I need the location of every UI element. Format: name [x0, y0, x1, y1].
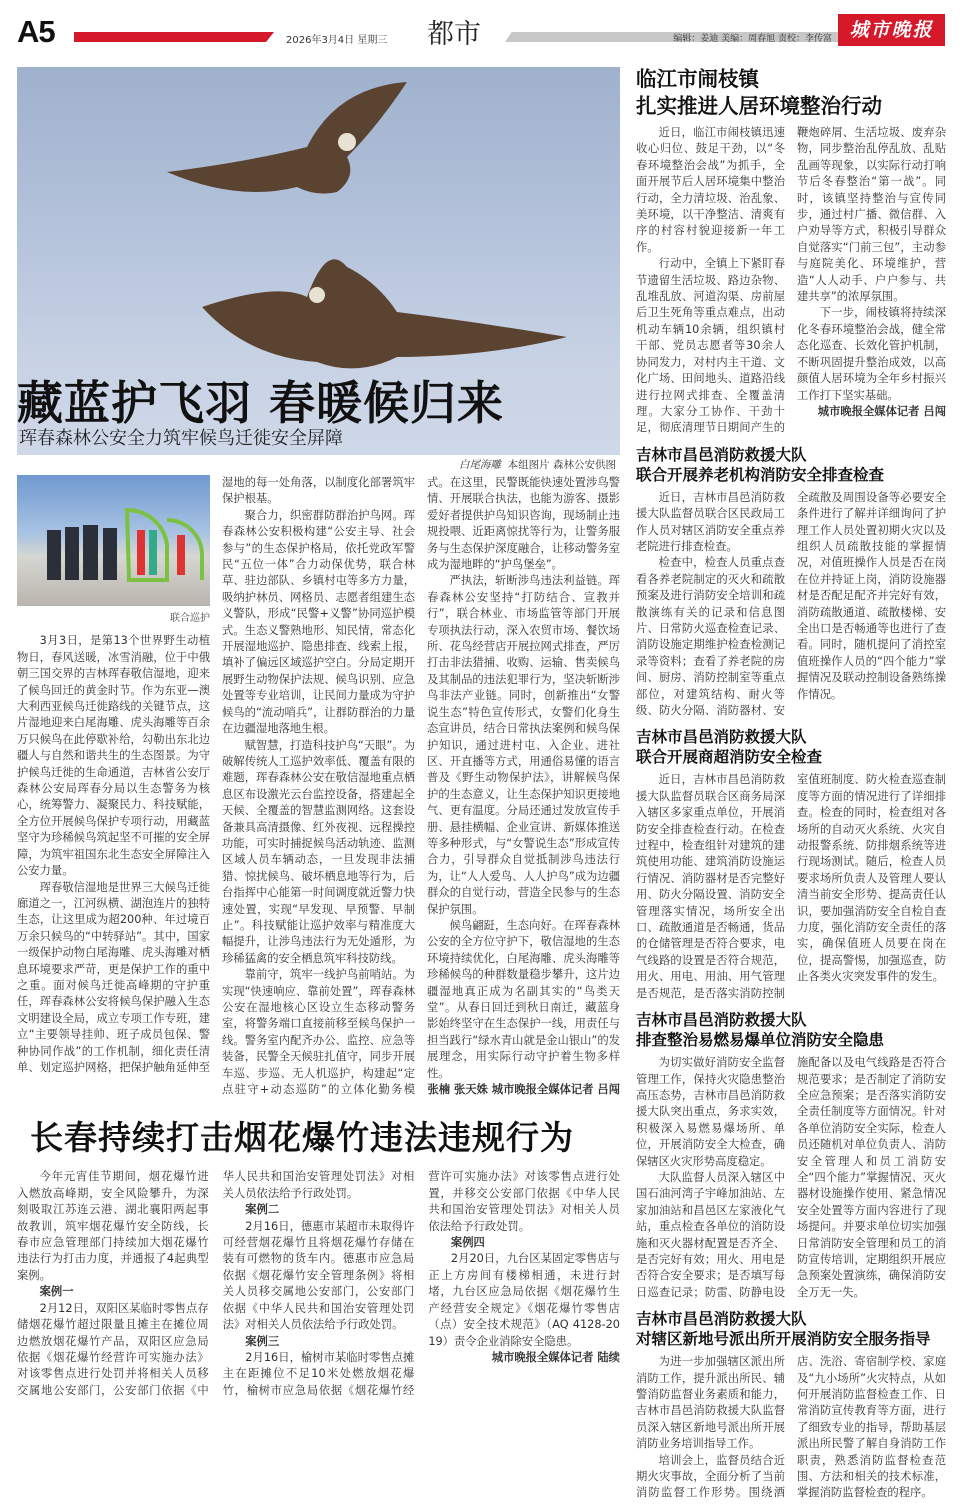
- article-headline: [636, 727, 946, 767]
- article-body: [636, 1055, 946, 1301]
- header-red-bar: [74, 32, 274, 42]
- headline-line2: 扎实推进人居环境整治行动: [636, 94, 882, 118]
- headline-line1: 吉林市昌邑消防救援大队: [636, 1310, 807, 1329]
- photo-credit: [459, 457, 616, 472]
- right-column: [636, 66, 946, 1510]
- article-paragraph: 严执法，斩断涉鸟违法利益链。珲春森林公安坚持“打防结合、宣教并行”，联合林业、市场监管等部门开展专项执法行动，深入农贸市场、餐饮场所、花鸟经营店开展拉网式排查，严厉打击非法猎捕、收购、运输、售卖候鸟及其制品的违法犯罪行为，坚决斩断涉鸟非法产业链。同时，创新推出“女警说生态”特色宣传形式，女警们化身生态宣讲员，结合日常执法案例和候鸟保护知识，通过进村屯、入企业、进社区、开直播等方式，用通俗易懂的语言普及《野生动物保护法》，讲解候鸟保护的生态意义，让生态保护知识更接地气、更有温度。分局还通过发放宣传手册、悬挂横幅、企业宣讲、新媒体推送等多种形式，与“女警说生态”形成宣传合力，引导群众自觉抵制涉鸟违法行为，让“人人爱鸟、人人护鸟”成为边疆群众的自觉行动，营造全民参与的生态保护氛围。: [427, 574, 620, 916]
- article-paragraph: 今年元宵佳节期间，烟花爆竹进入燃放高峰期，安全风险攀升，为深刻吸取江苏连云港、湖北襄阳两起事故教训，筑牢烟花爆竹安全防线，长春市应急管理部门持续加大烟花爆竹违法行为打击力度，并通报了4起典型案例。: [17, 1170, 209, 1282]
- article-paragraph: 珲春敬信湿地是世界三大候鸟迁徙廊道之一，江河纵横、湖泡连片的独特生态，让这里成为超200种、年过境百万余只候鸟的“中转驿站”。其中，国家一级保护动物白尾海雕、虎头海雕对栖息环境要求严苛，更是保护工作的重中之重。面对候鸟迁徙高峰期的守护重任，珲春森林公安将候鸟保护融入生态文明建设全局，成立专项工作专班，建立“主要领导挂帅、班子成员包保、警种协同作战”的工作机制，细化责任清单、划定巡护网格，把保护触角延伸至湿地的每一处角落，以制度化部署筑牢保护根基。: [17, 476, 415, 1074]
- case-text: 2月20日，九台区某固定零售店与正上方房间有楼梯相通，未进行封堵，九台区应急局依据《烟花爆竹生产经营安全规定》《烟花爆竹零售店（点）安全技术规范》（AQ 4128-2019）责令企业消除安全隐患。: [428, 1252, 620, 1348]
- small-photo-caption: 联合巡护: [170, 613, 210, 624]
- flammable-hazard-article: [636, 1010, 946, 1301]
- headline-line2: 联合开展商超消防安全检查: [636, 748, 823, 767]
- joint-patrol-photo: [17, 475, 210, 606]
- case-text: 2月12日，双阳区某临时零售点存储烟花爆竹超过限量且摊主在摊位周边燃放烟花爆竹产品，双阳区应急局依据《烟花爆竹经营许可实施办法》对该零售点进行处罚并将相关人员移交属地公安部门，公安部门依据《中华人民共和国治安管理处罚法》对相关人员依法给予行政处罚。: [17, 1170, 415, 1397]
- supermarket-inspection-article: [636, 727, 946, 1002]
- section-title: 都市: [427, 19, 481, 50]
- article-paragraph: 为进一步加强辖区派出所消防工作，提升派出所民、辅警消防监督业务素质和能力，吉林市昌邑消防救援大队监督员深入辖区新地号派出所开展消防业务培训指导工作。: [636, 1355, 785, 1451]
- article-paragraph: 大队监督人员深入辖区中国石油河湾子宇峰加油站、左家加油站和昌邑区左家液化气站，重点检查各单位的消防设施和灭火器材配置是否齐全、是否完好有效；用火、用电是否符合安全要求；是否填写每日巡查记录；防雷、防静电设施配备以及电气线路是否符合规范要求；是否制定了消防安全应急预案；是否落实消防安全责任制度等方面情况。针对各单位消防安全实际，检查人员还随机对单位负责人、消防安全管理人和员工消防安全“四个能力”掌握情况、灭火器材设施操作使用、紧急情况安全处置等方面内容进行了现场提问。并要求单位切实加强日常消防安全管理和员工的消防宣传培训，定期组织开展应急预案处置演练，确保消防安全万无一失。: [636, 1056, 946, 1299]
- article-paragraph: 下一步，闹枝镇将持续深化冬春环境整治会战，健全常态化巡查、长效化管护机制，不断巩固提升整治成效，以高颜值人居环境为全年乡村振兴工作打下坚实基础。: [797, 306, 946, 402]
- issue-date: 2026年3月4日 星期三: [286, 35, 388, 46]
- article-body: [636, 1354, 946, 1502]
- case-title: 案例三: [245, 1334, 280, 1348]
- headline-line1: 吉林市昌邑消防救援大队: [636, 1011, 807, 1030]
- article-headline: [636, 66, 946, 120]
- case-title: 案例二: [245, 1203, 280, 1217]
- article-byline: 城市晚报全媒体记者 陆续: [491, 1350, 620, 1364]
- article-paragraph: 为切实做好消防安全监督管理工作，保持火灾隐患整治高压态势，吉林市昌邑消防救援大队突出重点，务求实效，积极深入易燃易爆场所、单位，开展消防安全大检查，确保辖区火灾形势高度稳定。: [636, 1056, 785, 1168]
- case-title: 案例一: [39, 1285, 74, 1299]
- article-body: [636, 125, 946, 437]
- case-title: 案例四: [450, 1236, 485, 1250]
- page-number: A5: [17, 14, 55, 49]
- main-article: [17, 459, 620, 1098]
- left-region: [17, 67, 620, 1399]
- linjiang-article: [636, 66, 946, 437]
- nursing-home-inspection-article: [636, 445, 946, 720]
- photo-caption-eagle: 白尾海雕: [458, 459, 501, 471]
- editor-credits: 编辑：姜迪 美编：周春旭 责校：李传富: [673, 34, 832, 44]
- article-paragraph: 培训会上，监督员结合近期火灾事故，全面分析了当前消防监督工作形势。围绕酒店、洗浴、寄宿制学校、家庭及“九小场所”火灾特点，从如何开展消防监督检查工作、日常消防宣传教育等方面，进行了细致专业的指导，帮助基层派出所民警了解自身消防工作职责，熟悉消防监督检查范围、方法和相关的技术标准，掌握消防监督检查的程序。: [636, 1355, 946, 1500]
- main-article-body: [17, 475, 620, 1098]
- article-paragraph: 3月3日，是第13个世界野生动植物日，春风送暖，冰雪消融，位于中俄朝三国交界的吉林珲春敬信湿地，迎来了候鸟回迁的黄金时节。作为东亚—澳大利西亚候鸟迁徙路线的关键节点，这片湿地迎来白尾海雕、虎头海雕等百余万只候鸟在此停歇补给，勾勒出东北边疆人与自然和谐共生的生态图景。为守护候鸟迁徙的生命通道，吉林省公安厅森林公安局珲春分局以生态警务为核心，统筹警力、凝聚民力、科技赋能，全方位开展候鸟保护专项行动，用藏蓝坚守为珍稀候鸟筑起坚不可摧的安全屏障，为筑牢祖国东北生态安全屏障注入公安力量。: [17, 634, 210, 878]
- photo-source: 本组图片 森林公安供图: [507, 459, 616, 471]
- article-headline: [636, 1309, 946, 1349]
- main-headline: 藏蓝护飞羽 春暖候归来: [17, 376, 505, 430]
- article-paragraph: 靠前守，筑牢一线护鸟前哨站。为实现“快速响应、靠前处置”，珲春森林公安在湿地核心区设立生态移动警务室，将警务端口直接前移至候鸟保护一线。警务室内配齐办公、监控、应急等装备，民警全天候驻扎值守，同步开展车巡、步巡、无人机巡护，构建起“定点驻守+动态巡防”的立体化勤务模式。在这里，民警既能快速处置涉鸟警情、开展联合执法，也能为游客、摄影爱好者提供护鸟知识咨询，现场制止违规投喂、近距离惊扰等行为，让警务服务与生态保护深度融合，让移动警务室成为湿地畔的“护鸟堡垒”。: [222, 476, 620, 1097]
- police-station-guidance-article: [636, 1309, 946, 1502]
- fireworks-article-body: [17, 1169, 620, 1399]
- headline-line2: 联合开展养老机构消防安全排查检查: [636, 465, 885, 484]
- article-paragraph: 行动中，全镇上下紧盯春节遗留生活垃圾、路边杂物、乱堆乱放、河道沟渠、房前屋后卫生死角等重点难点，出动机动车辆10余辆，组织镇村干部、党员志愿者等30余人协同发力，对村内主干道、文化广场、田间地头、道路沿线进行拉网式排查、全覆盖清理。大家分工协作、干劲十足，彻底清理节日期间产生的鞭炮碎屑、生活垃圾、废弃杂物，同步整治乱停乱放、乱贴乱画等现象，以实际行动打响节后冬春整治“第一战”。同时，该镇坚持整治与宣传同步，通过村广播、微信群、入户劝导等方式，积极引导群众自觉落实“门前三包”，主动参与庭院美化、环境维护，营造“人人动手、户户参与、共建共享”的浓厚氛围。: [636, 126, 946, 435]
- headline-line2: 排查整治易燃易爆单位消防安全隐患: [636, 1031, 885, 1050]
- fireworks-headline: 长春持续打击烟花爆竹违法违规行为: [30, 1118, 574, 1158]
- article-paragraph: 近日，吉林市昌邑消防救援大队监督员联合区民政局工作人员对辖区消防安全重点养老院进行排查检查。: [636, 490, 785, 553]
- article-paragraph: 近日，临江市闹枝镇迅速收心归位、鼓足干劲，以“冬春环境整治会战”为抓手，全面开展节后人居环境集中整治行动，全力清垃圾、治乱象、美环境，以干净整洁、清爽有序的村容村貌迎接新一年工作。: [636, 126, 785, 254]
- newspaper-logo: 城市晚报: [838, 14, 945, 46]
- article-paragraph: 检查中，检查人员重点查看各养老院制定的灭火和疏散预案及进行消防安全培训和疏散演练有关的记录和信息图片、日常防火巡查检查记录、消防设施定期维护检查检测记录等资料；查看了养老院的房间、厨房、消防控制室等重点部位，对建筑结构、耐火等级、防火分隔、消防器材、安全疏散及周围设备等必要安全条件进行了解并详细询问了护理工作人员处置初期火灾以及组织人员疏散技能的掌握情况，对值班操作人员是否在岗在位并持证上岗，消防设施器材是否配足配齐并完好有效，消防疏散通道、疏散楼梯、安全出口是否畅通等也进行了查看。同时，随机提问了消控室值班操作人员的“四个能力”掌握情况及联动控制设备熟练操作情况。: [636, 490, 946, 717]
- article-paragraph: 近日，吉林市昌邑消防救援大队监督员联合区商务局深入辖区多家重点单位，开展消防安全排查检查行动。在检查过程中，检查组针对建筑的建筑使用功能、建筑消防设施运行情况、消防器材是否完整好用、防火分隔设置、消防安全管理落实情况，场所安全出口、疏散通道是否畅通，货品的仓储管理是否符合要求，电气线路的设置是否符合规范，用火、用电、用油、用气管理是否规范，是否落实消防控制室值班制度、防火检查巡查制度等方面的情况进行了详细排查。检查的同时，检查组对各场所的自动灭火系统、火灾自动报警系统、防排烟系统等进行现场测试。随后，检查人员要求场所负责人及管理人要认清当前安全形势、提高责任认识，要加强消防安全自检自查力度，强化消防安全责任的落实，确保值班人员要在岗在位，提高警惕，加强巡查，防止各类火灾突发事件的发生。: [636, 773, 946, 1000]
- headline-line1: 临江市闹枝镇: [636, 67, 759, 91]
- article-byline: 城市晚报全媒体记者 吕闯: [817, 404, 946, 418]
- article-paragraph: 聚合力，织密群防群治护鸟网。珲春森林公安积极构建“公安主导、社会参与”的生态保护格局，依托党政军警民“五位一体”合力动保优势，联合林草、驻边部队、乡镇村屯等多方力量，吸纳护林员、网格员、志愿者组建生态义警队，形成“民警+义警”协同巡护模式。生态义警熟地形、知民情，常态化开展湿地巡护、隐患排查、线索上报，填补了偏远区域巡护空白。分局定期开展野生动物保护法规、候鸟识别、应急处置等专业培训，让民间力量成为守护候鸟的“流动哨兵”，让群防群治的力量在边疆湿地落地生根。: [222, 508, 415, 736]
- article-paragraph: 候鸟翩跹，生态向好。在珲春森林公安的全方位守护下，敬信湿地的生态环境持续优化，白尾海雕、虎头海雕等珍稀候鸟的种群数量稳步攀升，这片边疆湿地真正成为名副其实的“鸟类天堂”。从春日回迁到秋日南迁，藏蓝身影始终坚守在生态保护一线，用责任与担当践行“绿水青山就是金山银山”的发展理念，用实际行动守护着生物多样性。: [427, 918, 620, 1080]
- eagle-photo: [17, 67, 620, 455]
- patrol-illustration: [17, 475, 205, 606]
- article-body: [636, 490, 946, 720]
- article-headline: [636, 445, 946, 485]
- main-subheadline: 珲春森林公安全力筑牢候鸟迁徙安全屏障: [19, 428, 343, 449]
- headline-line1: 吉林市昌邑消防救援大队: [636, 728, 807, 747]
- case-text: 2月16日，榆树市某临时零售点摊主在距摊位不足10米处燃放烟花爆竹，榆树市应急局依据《烟花爆竹经营许可实施办法》对该零售点进行处置，并移交公安部门依据《中华人民共和国治安管理处罚法》对相关人员依法给予行政处罚。: [222, 1170, 620, 1397]
- article-byline: 张楠 张天姝 城市晚报全媒体记者 吕闯: [427, 1083, 620, 1097]
- headline-line1: 吉林市昌邑消防救援大队: [636, 445, 807, 464]
- article-headline: [636, 1010, 946, 1050]
- article-paragraph: 赋智慧，打造科技护鸟“天眼”。为破解传统人工巡护效率低、覆盖有限的难题，珲春森林公安在敬信湿地重点栖息区布设激光云台监控设备，搭建起全天候、全覆盖的智慧监测网络。这套设备兼具高清摄像、红外夜视、远程操控功能，可实时捕捉候鸟活动轨迹、监测区域人员车辆动态，一旦发现非法捕猎、惊扰候鸟、破坏栖息地等行为，后台指挥中心能第一时间调度就近警力快速处置，实现“早发现、早预警、早制止”。科技赋能让巡护效率与精准度大幅提升，让涉鸟违法行为无处遁形，为珍稀猛禽的安全栖息筑牢科技防线。: [222, 738, 415, 965]
- headline-line2: 对辖区新地号派出所开展消防安全服务指导: [636, 1330, 931, 1349]
- case-text: 2月16日，德惠市某超市未取得许可经营烟花爆竹且将烟花爆竹存储在装有可燃物的货车内。德惠市应急局依据《烟花爆竹安全管理条例》将相关人员移交属地公安部门，公安部门依据《中华人民共和国治安管理处罚法》对相关人员依法给予行政处罚。: [222, 1219, 415, 1332]
- article-body: [636, 772, 946, 1002]
